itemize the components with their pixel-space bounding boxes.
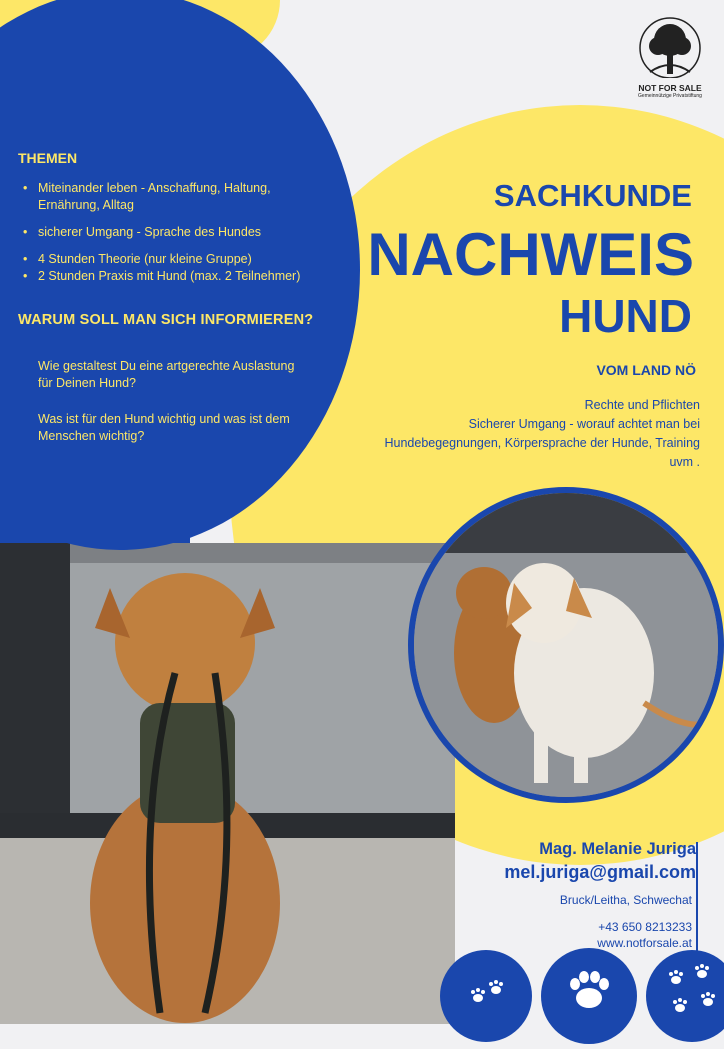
dog-photo-right: [408, 487, 724, 803]
logo-title: NOT FOR SALE: [638, 83, 702, 93]
logo-subtitle: Gemeinnützige Privatstiftung: [638, 93, 702, 99]
paw-circle: [440, 950, 532, 1042]
list-item: • sicherer Umgang - Sprache des Hundes: [18, 224, 348, 241]
tree-logo-icon: [632, 14, 708, 78]
contact-email-link[interactable]: mel.juriga@gmail.com: [504, 862, 696, 882]
question-2: Was ist für den Hund wichtig und was ist dem Menschen wichtig?: [38, 412, 290, 443]
themes-list: [18, 180, 348, 285]
title-line-2: NACHWEIS: [367, 221, 694, 288]
paw-circle: [541, 948, 637, 1044]
website-link[interactable]: www.notforsale.at: [597, 936, 692, 950]
list-item: • 2 Stunden Praxis mit Hund (max. 2 Teilnehmer): [18, 268, 348, 285]
list-item: • Miteinander leben - Anschaffung, Haltung, Ernährung, Alltag: [18, 180, 273, 214]
themes-title: THEMEN: [18, 150, 78, 166]
why-title: WARUM SOLL MAN SICH INFORMIEREN?: [18, 312, 314, 328]
divider: [696, 842, 698, 952]
contact-name: Mag. Melanie Juriga: [539, 840, 696, 858]
paws-pattern-icon: [646, 950, 724, 1042]
subtitle: VOM LAND NÖ: [596, 362, 696, 378]
paw-circle: [646, 950, 724, 1042]
title-line-3: HUND: [559, 290, 692, 342]
dog-photo-left: [0, 543, 455, 1024]
paw-icon: [541, 948, 637, 1044]
logo: [632, 14, 708, 99]
list-item: • 4 Stunden Theorie (nur kleine Gruppe): [18, 251, 348, 268]
dog-with-leash-image: [0, 543, 455, 1024]
description: Rechte und Pflichten Sicherer Umgang - worauf achtet man bei Hundebegegnungen, Körpersprache der Hunde, Training uvm .: [384, 398, 700, 469]
paw-icon: [440, 950, 532, 1042]
title-line-1: SACHKUNDE: [493, 178, 692, 213]
contact-location: Bruck/Leitha, Schwechat: [559, 893, 692, 907]
question-1: Wie gestaltest Du eine artgerechte Auslastung für Deinen Hund?: [38, 359, 295, 390]
two-dogs-image: [414, 493, 718, 797]
contact-phone: +43 650 8213233: [598, 920, 692, 934]
